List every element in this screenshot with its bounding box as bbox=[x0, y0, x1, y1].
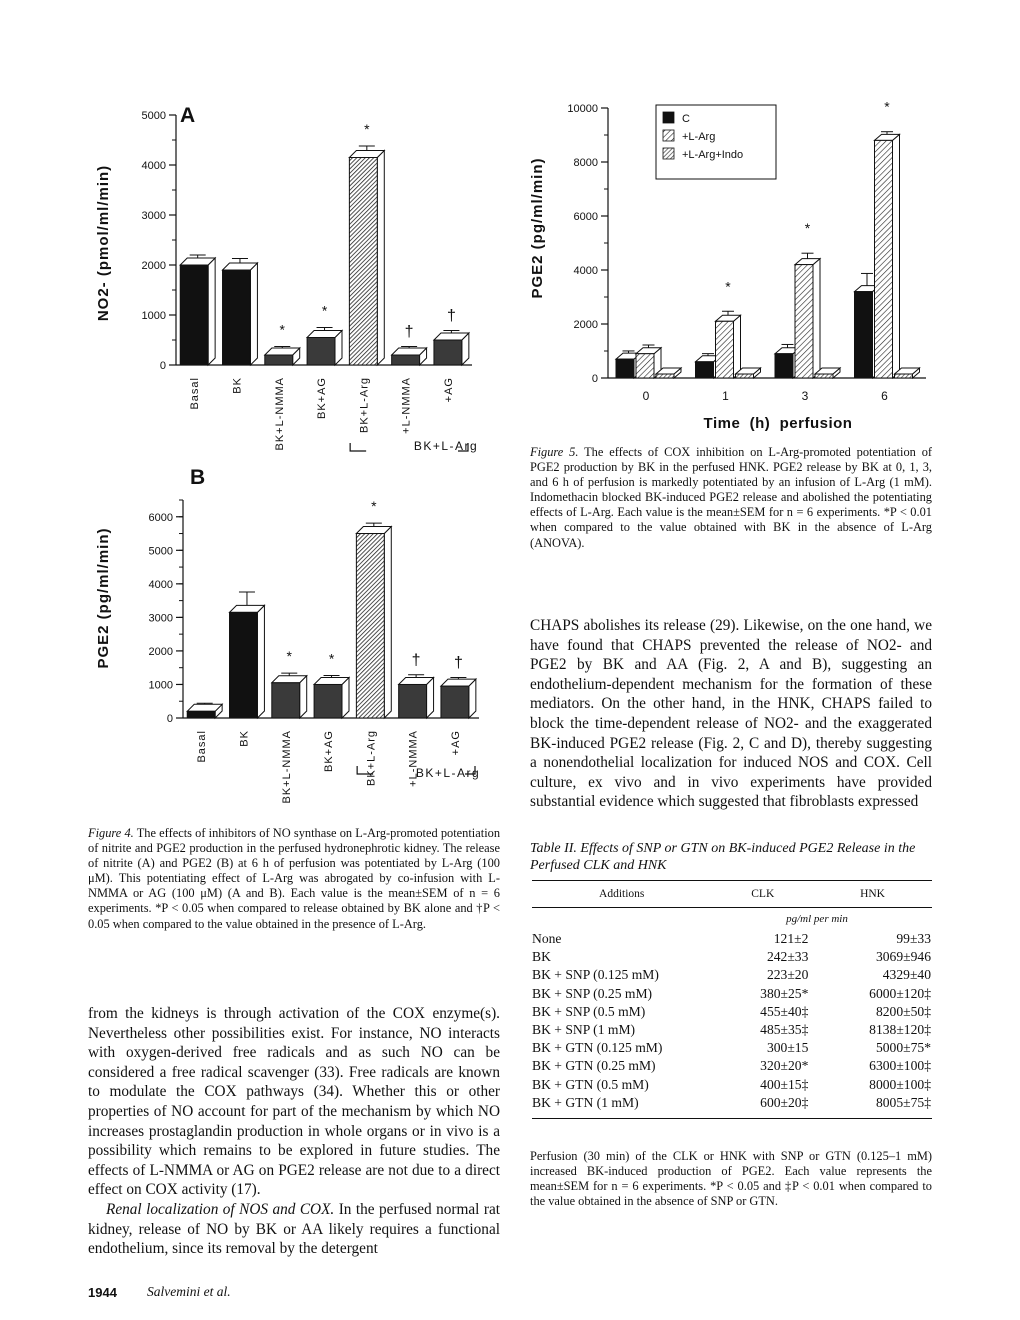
table-header-clk: CLK bbox=[751, 888, 775, 900]
row-hnk-value: 99±33 bbox=[896, 931, 931, 947]
data-bar bbox=[716, 315, 741, 378]
row-clk-value: 300±15 bbox=[766, 1040, 809, 1056]
bar-front bbox=[187, 711, 215, 718]
data-bar bbox=[180, 258, 215, 365]
fig4b-bracket-label: BK+L-Arg bbox=[415, 766, 481, 780]
x-tick-label: BK+AG bbox=[316, 377, 329, 419]
figure-4a-chart bbox=[88, 95, 508, 465]
table-2 bbox=[532, 880, 932, 1119]
y-tick-label: 1000 bbox=[141, 310, 166, 322]
bar-front bbox=[636, 354, 654, 378]
row-hnk-value: 3069±946 bbox=[875, 949, 931, 965]
row-clk-value: 320±20* bbox=[760, 1058, 809, 1074]
row-additions: None bbox=[532, 931, 562, 947]
y-tick-label: 4000 bbox=[148, 578, 173, 591]
bar-front bbox=[392, 355, 420, 365]
data-bar bbox=[314, 677, 349, 718]
significance-marker: † bbox=[453, 654, 463, 672]
row-additions: BK + SNP (0.25 mM) bbox=[532, 985, 653, 1001]
x-tick-label: +AG bbox=[442, 377, 455, 403]
fig4a-panel-letter: A bbox=[180, 104, 196, 127]
x-tick-label: BK+L-NMMA bbox=[273, 377, 286, 451]
x-tick-label: BK bbox=[238, 730, 251, 747]
bar-front bbox=[356, 534, 384, 718]
bar-front bbox=[656, 374, 674, 378]
left-column-body bbox=[88, 1004, 500, 1259]
y-tick-label: 5000 bbox=[148, 545, 173, 558]
x-tick-label: BK+AG bbox=[323, 730, 336, 772]
x-tick-label: Basal bbox=[189, 377, 202, 410]
bar-side bbox=[208, 258, 215, 365]
bar-front bbox=[696, 362, 714, 378]
bar-front bbox=[736, 374, 754, 378]
left-body-paragraph-2 bbox=[88, 1200, 500, 1259]
table-2-body bbox=[532, 930, 931, 1112]
table-row bbox=[532, 948, 931, 966]
bar-front bbox=[795, 265, 813, 378]
y-tick-label: 4000 bbox=[141, 160, 166, 172]
row-additions: BK + GTN (0.25 mM) bbox=[532, 1058, 656, 1074]
table-row bbox=[532, 1094, 931, 1112]
x-tick-label: +L-NMMA bbox=[400, 377, 413, 434]
row-clk-value: 455±40‡ bbox=[760, 1003, 809, 1019]
row-clk-value: 121±2 bbox=[773, 931, 809, 947]
table-header-hnk: HNK bbox=[860, 888, 885, 900]
right-body-paragraph: CHAPS abolishes its release (29). Likewise, on the one hand, we have found that CHAPS prevented the release of NO2- and PGE2 by BK and AA (Fig. 2, A and B), suggesting an endothelium-dependent mechanism for the formation of these mediators. On the other hand, in the HNK, CHAPS failed to block the time-dependent release of NO2- and the exaggerated BK-induced PGE2 release (Fig. 2, C and D), thereby suggesting a nonendothelial localization for induced NOS and COX. Cell culture, ex vivo and in vivo experiments have provided substantial evidence which suggested that fibroblasts expressed bbox=[530, 617, 932, 811]
bar-front bbox=[399, 684, 427, 718]
bracket-left bbox=[350, 443, 366, 451]
bar-front bbox=[855, 292, 873, 378]
x-tick-label: BK+L-Arg bbox=[365, 730, 378, 786]
table-row bbox=[532, 1076, 931, 1094]
significance-marker: † bbox=[411, 651, 421, 669]
significance-marker: * bbox=[279, 321, 285, 338]
data-bar bbox=[307, 331, 342, 366]
table-row bbox=[532, 985, 931, 1003]
row-additions: BK + SNP (0.125 mM) bbox=[532, 967, 659, 983]
table-2-footnote: Perfusion (30 min) of the CLK or HNK with SNP or GTN (0.125–1 mM) increased BK-induced production of PGE2. Each value represents the mean±SEM for n = 6 experiments. *P < 0.05 and ‡P < 0.01 when compared to the value obtained in the absence of SNP or GTN. bbox=[530, 1149, 932, 1209]
table-row bbox=[532, 930, 931, 948]
row-clk-value: 600±20‡ bbox=[760, 1094, 809, 1110]
bar-side bbox=[813, 259, 820, 378]
y-tick-label: 8000 bbox=[573, 157, 598, 169]
y-tick-label: 0 bbox=[591, 373, 598, 385]
page-number: 1944 bbox=[88, 1285, 117, 1300]
bar-front bbox=[775, 354, 793, 378]
legend-swatch bbox=[663, 112, 674, 123]
bar-front bbox=[180, 265, 208, 365]
x-tick-label: +AG bbox=[449, 730, 462, 756]
table-units: pg/ml per min bbox=[786, 913, 848, 925]
table-row bbox=[532, 1021, 931, 1039]
bar-front bbox=[349, 158, 377, 366]
y-tick-label: 2000 bbox=[141, 260, 166, 272]
table-header-additions: Additions bbox=[599, 888, 645, 900]
row-additions: BK + GTN (0.125 mM) bbox=[532, 1040, 663, 1056]
bar-side bbox=[257, 605, 264, 718]
data-bar bbox=[441, 679, 476, 718]
bar-side bbox=[250, 263, 257, 365]
significance-marker: * bbox=[371, 498, 377, 515]
row-additions: BK + SNP (1 mM) bbox=[532, 1022, 636, 1038]
right-column-body bbox=[530, 616, 932, 812]
row-additions: BK + GTN (1 mM) bbox=[532, 1094, 639, 1110]
figure-5-chart bbox=[520, 88, 940, 438]
significance-marker: * bbox=[321, 302, 328, 319]
significance-marker: * bbox=[804, 220, 811, 237]
fig4b-panel-letter: B bbox=[190, 466, 206, 489]
row-clk-value: 242±33 bbox=[766, 949, 809, 965]
figure-4-caption-text: The effects of inhibitors of NO synthase on L-Arg-promoted potentiation of nitrite and PGE2 production in the perfused hydronephrotic kidney. The release of nitrite (A) and PGE2 (B) at 6 h of perfusion was potentiated by L-Arg (100 μM). This potentiating effect of L-Arg was abrogated by co-infusion with L-NMMA or AG (100 μM) (A and B). Each value is the mean±SEM of n = 6 experiments. *P < 0.05 when compared to release obtained by BK alone and †P < 0.05 when compared to the value obtained in the presence of L-Arg. bbox=[88, 826, 501, 931]
significance-marker: * bbox=[328, 650, 335, 667]
row-hnk-value: 8138±120‡ bbox=[869, 1022, 931, 1038]
row-hnk-value: 4329±40 bbox=[882, 967, 931, 983]
significance-marker: † bbox=[446, 307, 456, 325]
bar-side bbox=[377, 151, 384, 366]
y-tick-label: 5000 bbox=[141, 110, 166, 122]
fig4a-bracket-label: BK+L-Arg bbox=[413, 439, 479, 453]
significance-marker: * bbox=[884, 98, 890, 115]
x-tick-label: BK+L-Arg bbox=[358, 377, 371, 433]
figure-5-caption-label: Figure 5. bbox=[530, 445, 579, 459]
y-tick-label: 10000 bbox=[567, 103, 598, 115]
left-body-paragraph-2-text: In the perfused normal rat kidney, release of NO by BK or AA likely requires a functional endothelium, since its removal by the detergent bbox=[88, 1200, 501, 1258]
bar-front bbox=[307, 338, 335, 366]
data-bar bbox=[187, 704, 222, 718]
bar-front bbox=[616, 359, 634, 378]
row-clk-value: 223±20 bbox=[766, 967, 809, 983]
fig5-y-axis-label: PGE2 (pg/ml/min) bbox=[529, 157, 546, 299]
y-tick-label: 0 bbox=[159, 360, 166, 372]
x-tick-label: 0 bbox=[642, 389, 650, 403]
fig4a-y-axis-label: NO2- (pmol/ml/min) bbox=[95, 164, 112, 322]
row-additions: BK + GTN (0.5 mM) bbox=[532, 1076, 649, 1092]
row-hnk-value: 6300±100‡ bbox=[869, 1058, 931, 1074]
figure-5-caption bbox=[530, 445, 932, 551]
bar-front bbox=[223, 270, 251, 365]
x-tick-label: 6 bbox=[881, 389, 888, 403]
data-bar bbox=[349, 151, 384, 366]
fig4b-y-axis-label: PGE2 (pg/ml/min) bbox=[95, 527, 112, 669]
table-row bbox=[532, 1039, 931, 1057]
legend-swatch bbox=[663, 130, 674, 141]
data-bar bbox=[795, 259, 820, 378]
running-authors: Salvemini et al. bbox=[147, 1284, 231, 1299]
bar-side bbox=[734, 315, 741, 378]
y-tick-label: 3000 bbox=[148, 612, 173, 625]
y-tick-label: 1000 bbox=[148, 679, 173, 692]
y-tick-label: 0 bbox=[166, 713, 173, 725]
bar-side bbox=[384, 527, 391, 718]
bar-front bbox=[230, 612, 258, 718]
bar-front bbox=[314, 684, 342, 718]
x-tick-label: 1 bbox=[722, 389, 729, 403]
y-tick-label: 4000 bbox=[573, 265, 598, 277]
row-hnk-value: 6000±120‡ bbox=[869, 985, 931, 1001]
figure-5-caption-text: The effects of COX inhibition on L-Arg-promoted potentiation of PGE2 production by BK in the perfused HNK. PGE2 release by BK at 0, 1, 3, and 6 h of perfusion is markedly potentiated by an infusion of L-Arg (1 mM). Indomethacin blocked BK-induced PGE2 release and abolished the potentiating effects of L-Arg. Each value is the mean±SEM for n = 6 experiments. *P < 0.01 when compared to the value obtained with BK in the absence of L-Arg (ANOVA). bbox=[530, 445, 933, 550]
bar-front bbox=[815, 374, 833, 378]
bar-front bbox=[716, 321, 734, 378]
data-bar bbox=[434, 333, 469, 365]
table-row bbox=[532, 1003, 931, 1021]
x-tick-label: 3 bbox=[801, 389, 809, 403]
figure-4-caption bbox=[88, 826, 500, 932]
bar-front bbox=[895, 374, 913, 378]
data-bar bbox=[272, 676, 307, 718]
y-tick-label: 2000 bbox=[148, 645, 173, 658]
table-row bbox=[532, 1057, 931, 1075]
y-tick-label: 6000 bbox=[573, 211, 598, 223]
data-bar bbox=[265, 348, 300, 365]
y-tick-label: 6000 bbox=[148, 511, 173, 524]
figure-4-caption-label: Figure 4. bbox=[88, 826, 134, 840]
bar-front bbox=[434, 340, 462, 365]
data-bar bbox=[875, 134, 900, 378]
legend-swatch bbox=[663, 148, 674, 159]
table-2-grid bbox=[532, 881, 931, 907]
bar-front bbox=[265, 355, 293, 365]
legend bbox=[656, 105, 776, 179]
row-hnk-value: 8200±50‡ bbox=[875, 1003, 931, 1019]
table-header-row bbox=[532, 881, 931, 907]
data-bar bbox=[392, 348, 427, 365]
row-additions: BK bbox=[532, 949, 551, 965]
row-clk-value: 380±25* bbox=[760, 985, 809, 1001]
significance-marker: * bbox=[286, 648, 292, 665]
table-row bbox=[532, 966, 931, 984]
x-tick-label: BK+L-NMMA bbox=[280, 730, 293, 804]
bar-front bbox=[272, 683, 300, 718]
significance-marker: * bbox=[725, 278, 731, 295]
row-clk-value: 400±15‡ bbox=[760, 1076, 809, 1092]
y-tick-label: 3000 bbox=[141, 210, 166, 222]
row-hnk-value: 5000±75* bbox=[875, 1040, 931, 1056]
bar-front bbox=[441, 686, 469, 718]
table-2-title: Table II. Effects of SNP or GTN on BK-induced PGE2 Release in the Perfused CLK and HNK bbox=[530, 841, 916, 873]
legend-label: +L-Arg+Indo bbox=[682, 149, 744, 161]
row-hnk-value: 8005±75‡ bbox=[875, 1094, 931, 1110]
x-tick-label: Basal bbox=[196, 730, 209, 763]
row-hnk-value: 8000±100‡ bbox=[869, 1076, 931, 1092]
x-tick-label: BK bbox=[231, 377, 244, 394]
significance-marker: † bbox=[404, 323, 414, 341]
bar-front bbox=[875, 140, 893, 378]
bar-side bbox=[893, 134, 900, 378]
data-bar bbox=[356, 527, 391, 718]
y-tick-label: 2000 bbox=[573, 319, 598, 331]
data-bar bbox=[223, 263, 258, 365]
row-clk-value: 485±35‡ bbox=[760, 1022, 809, 1038]
row-additions: BK + SNP (0.5 mM) bbox=[532, 1003, 646, 1019]
data-bar bbox=[230, 605, 265, 718]
x-tick-label: +L-NMMA bbox=[407, 730, 420, 787]
section-heading: Renal localization of NOS and COX. bbox=[106, 1200, 335, 1218]
figure-4b-chart bbox=[88, 462, 508, 814]
significance-marker: * bbox=[364, 121, 370, 137]
legend-label: C bbox=[682, 113, 690, 125]
fig5-x-axis-label: Time (h) perfusion bbox=[703, 415, 853, 432]
data-bar bbox=[399, 677, 434, 718]
legend-label: +L-Arg bbox=[682, 131, 716, 143]
left-body-paragraph: from the kidneys is through activation of the COX enzyme(s). Nevertheless other possibilities exist. For instance, NO interacts with oxygen-derived free radicals and as such NO can be considered a free radical scavenger (33). Free radicals are known to modulate the COX pathways (34). Whether this or other properties of NO account for part of the mechanism by which NO increases prostaglandin production in whole organs or in vivo is a possibility which remains to be explored in future studies. The effects of L-NMMA or AG on PGE2 release are not due to a direct effect on COX activity (17). bbox=[88, 1005, 500, 1199]
